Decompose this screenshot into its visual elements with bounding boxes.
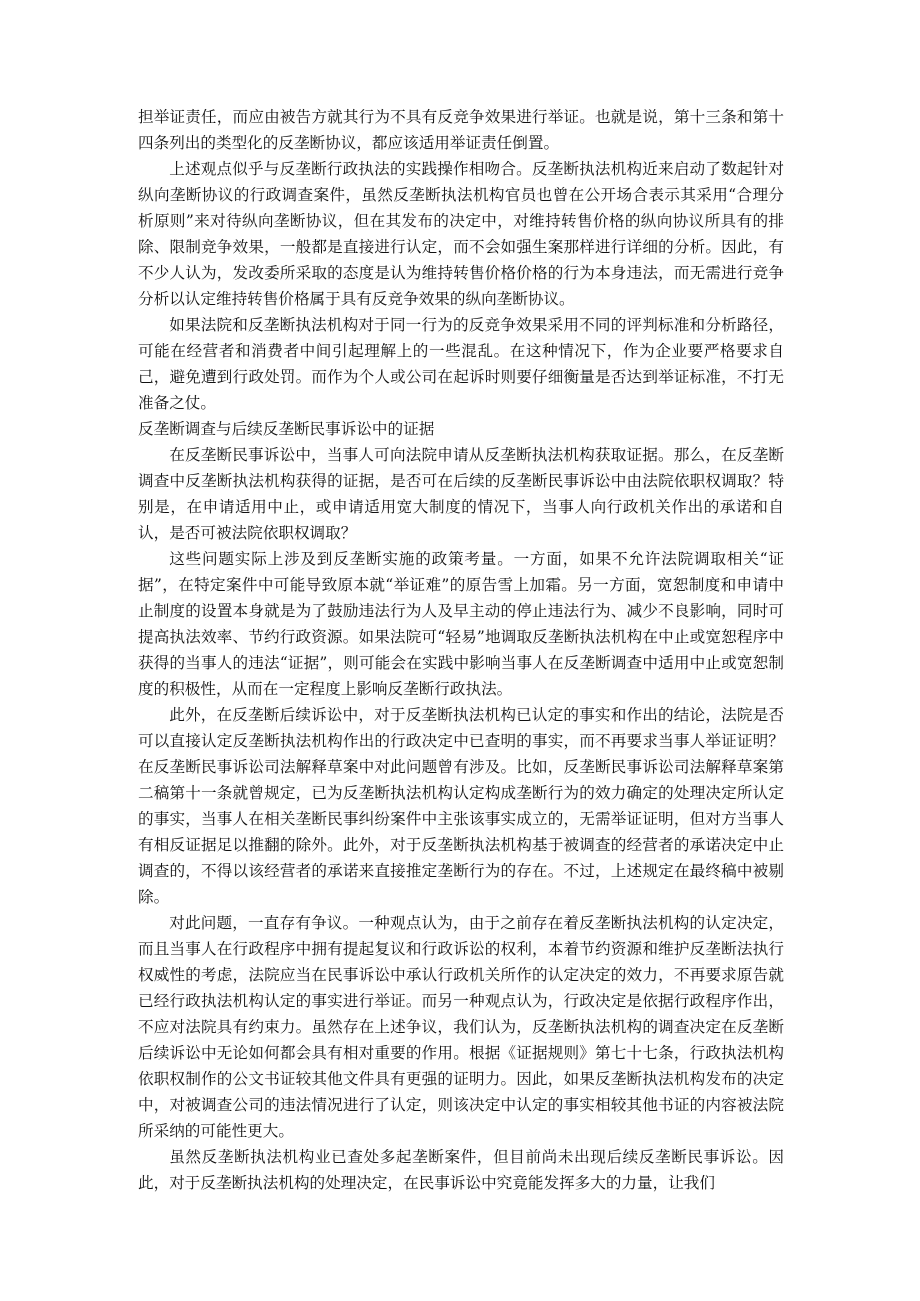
section-heading: 反垄断调查与后续反垄断民事诉讼中的证据 xyxy=(138,420,435,438)
paragraph-policy-considerations: 这些问题实际上涉及到反垄断实施的政策考量。一方面，如果不允许法院调取相关“证据”，在特定案件中可能导致原本就“举证难”的原告雪上加霜。另一方面，宽恕制度和申请中止制度的设置本身就是为了鼓励违法行为人及早主动的停止违法行为、减少不良影响，同时可提高执法效率、节约行政资源。如果法院可“轻易”地调取反垄断执法机构在中止或宽恕程序中获得的当事人的违法“证据”，则可能会在实践中影响当事人在反垄断调查中适用中止或宽恕制度的积极性，从而在一定程度上影响反垄断行政执法。 xyxy=(138,550,784,698)
paragraph-continuation: 担举证责任，而应由被告方就其行为不具有反竞争效果进行举证。也就是说，第十三条和第十四条列出的类型化的反垄断协议，都应该适用举证责任倒置。 xyxy=(138,108,784,152)
paragraph-conclusion: 虽然反垄断执法机构业已查处多起垄断案件，但目前尚未出现后续反垄断民事诉讼。因此，对于反垄断执法机构的处理决定，在民事诉讼中究竟能发挥多大的力量，让我们 xyxy=(138,1148,784,1192)
paragraph-controversy: 对此问题，一直存有争议。一种观点认为，由于之前存在着反垄断执法机构的认定决定，而且当事人在行政程序中拥有提起复议和行政诉讼的权利，本着节约资源和维护反垄断法执行权威性的考虑，法院应当在民事诉讼中承认行政机关所作的认定决定的效力，不再要求原告就已经行政执法机构认定的事实进行举证。而另一种观点认为，行政决定是依据行政程序作出，不应对法院具有约束力。虽然存在上述争议，我们认为，反垄断执法机构的调查决定在反垄断后续诉讼中无论如何都会具有相对重要的作用。根据《证据规则》第七十七条，行政执法机构依职权制作的公文书证较其他文件具有更强的证明力。因此，如果反垄断执法机构发布的决定中，对被调查公司的违法情况进行了认定，则该决定中认定的事实相较其他书证的内容被法院所采纳的可能性更大。 xyxy=(138,914,784,1140)
paragraph-enforcement-practice: 上述观点似乎与反垄断行政执法的实践操作相吻合。反垄断执法机构近来启动了数起针对纵向垄断协议的行政调查案件，虽然反垄断执法机构官员也曾在公开场合表示其采用“合理分析原则”来对待纵向垄断协议，但在其发布的决定中，对维持转售价格的纵向协议所具有的排除、限制竞争效果，一般都是直接进行认定，而不会如强生案那样进行详细的分析。因此，有不少人认为，发改委所采取的态度是认为维持转售价格价格的行为本身违法，而无需进行竞争分析以认定维持转售价格属于具有反竞争效果的纵向垄断协议。 xyxy=(138,160,784,308)
document-page xyxy=(138,104,784,1196)
paragraph-standards-divergence: 如果法院和反垄断执法机构对于同一行为的反竞争效果采用不同的评判标准和分析路径，可能在经营者和消费者中间引起理解上的一些混乱。在这种情况下，作为企业要严格要求自己，避免遭到行政处罚。而作为个人或公司在起诉时则要仔细衡量是否达到举证标准，不打无准备之仗。 xyxy=(138,316,784,412)
paragraph-follow-on-litigation: 此外，在反垄断后续诉讼中，对于反垄断执法机构已认定的事实和作出的结论，法院是否可以直接认定反垄断执法机构作出的行政决定中已查明的事实，而不再要求当事人举证证明？在反垄断民事诉讼司法解释草案中对此问题曾有涉及。比如，反垄断民事诉讼司法解释草案第二稿第十一条就曾规定，已为反垄断执法机构认定构成垄断行为的效力确定的处理决定所认定的事实，当事人在相关垄断民事纠纷案件中主张该事实成立的，无需举证证明，但对方当事人有相反证据足以推翻的除外。此外，对于反垄断执法机构基于被调查的经营者的承诺决定中止调查的，不得以该经营者的承诺来直接推定垄断行为的存在。不过，上述规定在最终稿中被剔除。 xyxy=(138,706,784,906)
paragraph-evidence-request: 在反垄断民事诉讼中，当事人可向法院申请从反垄断执法机构获取证据。那么，在反垄断调查中反垄断执法机构获得的证据，是否可在后续的反垄断民事诉讼中由法院依职权调取？特别是，在申请适用中止，或申请适用宽大制度的情况下，当事人向行政机关作出的承诺和自认，是否可被法院依职权调取？ xyxy=(138,446,784,542)
